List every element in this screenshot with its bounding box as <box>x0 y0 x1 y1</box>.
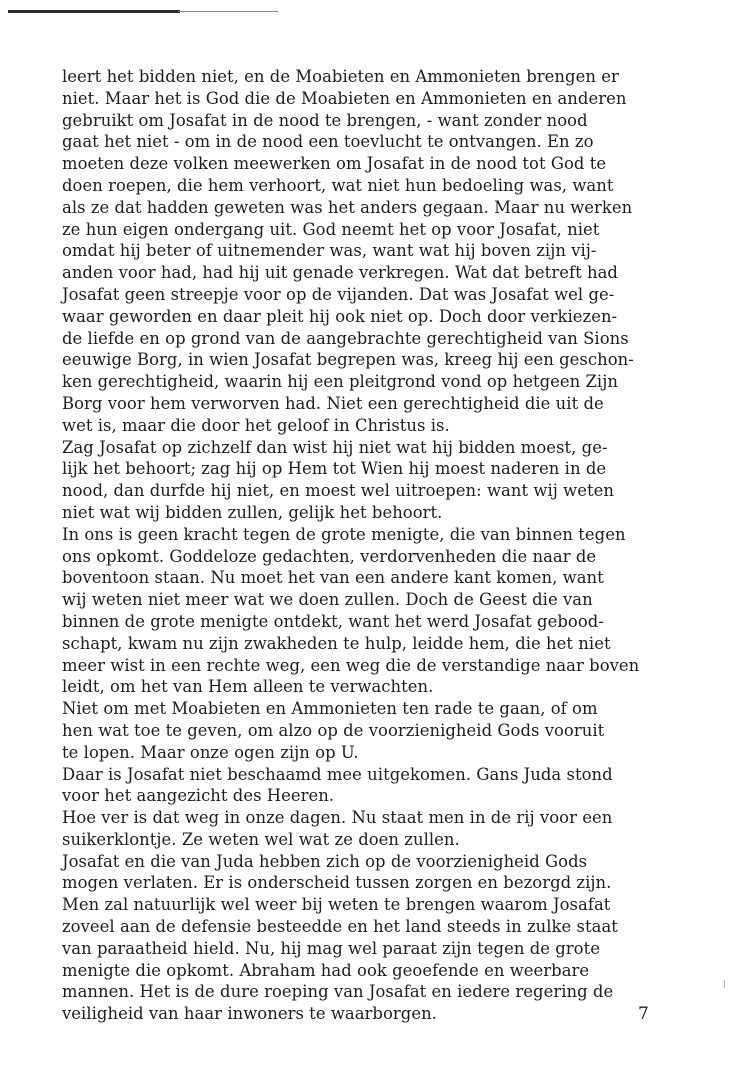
page-number: 7 <box>638 1004 649 1024</box>
text-line: te lopen. Maar onze ogen zijn op U. <box>62 742 359 762</box>
text-line: Daar is Josafat niet beschaamd mee uitgekomen. Gans Juda stond <box>62 764 613 784</box>
text-line: van paraatheid hield. Nu, hij mag wel paraat zijn tegen de grote <box>62 938 600 958</box>
text-line: zoveel aan de defensie besteedde en het land steeds in zulke staat <box>62 917 618 937</box>
text-line: ons opkomt. Goddeloze gedachten, verdorvenheden die naar de <box>62 546 597 566</box>
text-line: Josafat geen streepje voor op de vijanden. Dat was Josafat wel ge- <box>62 284 615 304</box>
top-rule-line <box>8 10 180 13</box>
text-line: hen wat toe te geven, om alzo op de voorzienigheid Gods vooruit <box>62 720 605 740</box>
text-line: suikerklontje. Ze weten wel wat ze doen zullen. <box>62 829 460 849</box>
text-line: menigte die opkomt. Abraham had ook geoefende en weerbare <box>62 960 590 980</box>
text-line: ken gerechtigheid, waarin hij een pleitgrond vond op hetgeen Zijn <box>62 372 618 392</box>
top-rule-fade <box>178 11 278 12</box>
text-line: Niet om met Moabieten en Ammonieten ten rade te gaan, of om <box>62 699 598 719</box>
text-line: binnen de grote menigte ontdekt, want het werd Josafat gebood- <box>62 611 604 631</box>
text-line: nood, dan durfde hij niet, en moest wel uitroepen: want wij weten <box>62 481 614 501</box>
text-line: wet is, maar die door het geloof in Christus is. <box>62 415 450 435</box>
text-line: de liefde en op grond van de aangebrachte gerechtigheid van Sions <box>62 328 629 348</box>
text-line: meer wist in een rechte weg, een weg die de verstandige naar boven <box>62 655 640 675</box>
text-line: wij weten niet meer wat we doen zullen. Doch de Geest die van <box>62 590 593 610</box>
margin-mark <box>724 980 725 988</box>
text-line: anden voor had, had hij uit genade verkregen. Wat dat betreft had <box>62 263 618 283</box>
text-line: mannen. Het is de dure roeping van Josafat en iedere regering de <box>62 982 614 1002</box>
text-line: moeten deze volken meewerken om Josafat in de nood tot God te <box>62 154 607 174</box>
text-line: Hoe ver is dat weg in onze dagen. Nu staat men in de rij voor een <box>62 808 613 828</box>
text-line: ze hun eigen ondergang uit. God neemt het op voor Josafat, niet <box>62 219 600 239</box>
text-line: schapt, kwam nu zijn zwakheden te hulp, leidde hem, die het niet <box>62 633 611 653</box>
text-line: mogen verlaten. Er is onderscheid tussen zorgen en bezorgd zijn. <box>62 873 612 893</box>
text-line: doen roepen, die hem verhoort, wat niet hun bedoeling was, want <box>62 175 614 195</box>
text-line: gebruikt om Josafat in de nood te brengen, - want zonder nood <box>62 110 588 130</box>
text-line: niet. Maar het is God die de Moabieten en Ammonieten en anderen <box>62 88 627 108</box>
text-line: als ze dat hadden geweten was het anders gegaan. Maar nu werken <box>62 197 633 217</box>
text-line: veiligheid van haar inwoners te waarborgen. <box>62 1004 437 1024</box>
text-line: Borg voor hem verworven had. Niet een gerechtigheid die uit de <box>62 393 604 413</box>
text-line: niet wat wij bidden zullen, gelijk het behoort. <box>62 502 443 522</box>
text-line: leidt, om het van Hem alleen te verwachten. <box>62 677 434 697</box>
text-line: leert het bidden niet, en de Moabieten en Ammonieten brengen er <box>62 67 619 86</box>
text-line: omdat hij beter of uitnemender was, want wat hij boven zijn vij- <box>62 241 597 261</box>
text-line: waar geworden en daar pleit hij ook niet op. Doch door verkiezen- <box>62 306 618 326</box>
body-text <box>62 66 682 1025</box>
text-line: In ons is geen kracht tegen de grote menigte, die van binnen tegen <box>62 524 626 544</box>
text-line: Josafat en die van Juda hebben zich op de voorzienigheid Gods <box>62 851 588 871</box>
text-line: eeuwige Borg, in wien Josafat begrepen was, kreeg hij een geschon- <box>62 350 634 370</box>
text-line: boventoon staan. Nu moet het van een andere kant komen, want <box>62 568 604 588</box>
text-line: lijk het behoort; zag hij op Hem tot Wien hij moest naderen in de <box>62 459 607 479</box>
text-line: voor het aangezicht des Heeren. <box>62 786 335 806</box>
text-line: Zag Josafat op zichzelf dan wist hij niet wat hij bidden moest, ge- <box>62 437 608 457</box>
text-line: gaat het niet - om in de nood een toevlucht te ontvangen. En zo <box>62 132 594 152</box>
text-line: Men zal natuurlijk wel weer bij weten te brengen waarom Josafat <box>62 895 611 915</box>
